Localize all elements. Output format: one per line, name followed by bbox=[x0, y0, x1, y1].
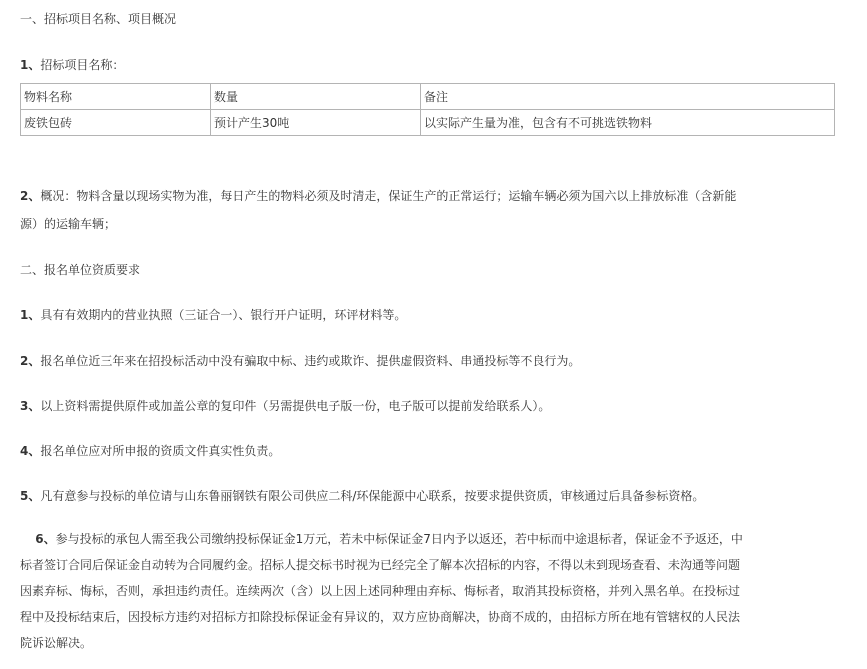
requirement-text: 具有有效期内的营业执照（三证合一）、银行开户证明，环评材料等。 bbox=[40, 308, 407, 322]
requirement-number: 4、 bbox=[20, 444, 41, 458]
requirement-item-5 bbox=[20, 488, 704, 504]
requirement-number: 1、 bbox=[20, 308, 41, 322]
table-header-row bbox=[21, 84, 835, 110]
material-table bbox=[20, 83, 835, 136]
overview-number: 2、 bbox=[20, 189, 41, 203]
requirement-item-1 bbox=[20, 307, 406, 323]
requirement-text: 以上资料需提供原件或加盖公章的复印件（另需提供电子版一份，电子版可以提前发给联系人）。 bbox=[40, 399, 551, 413]
deposit-line-2: 标者签订合同后保证金自动转为合同履约金。招标人提交标书时视为已经完全了解本次招标的内容，不得以未到现场查看、未沟通等问题 bbox=[20, 558, 741, 572]
deposit-line-3: 因素弃标、悔标，否则，承担违约责任。连续两次（含）以上因上述同种理由弃标、悔标者，取消其投标资格，并列入黑名单。在投标过 bbox=[20, 584, 741, 598]
requirement-item-4 bbox=[20, 443, 280, 459]
table-row bbox=[21, 110, 835, 136]
section-one-heading: 一、招标项目名称、项目概况 bbox=[20, 12, 177, 26]
table-cell: 预计产生30吨 bbox=[211, 110, 421, 136]
requirement-text: 报名单位应对所申报的资质文件真实性负责。 bbox=[40, 444, 281, 458]
requirement-number: 5、 bbox=[20, 489, 41, 503]
requirement-text: 凡有意参与投标的单位请与山东鲁丽钢铁有限公司供应二科/环保能源中心联系，按要求提供资质，审核通过后具备参标资格。 bbox=[40, 489, 705, 503]
section-two-heading: 二、报名单位资质要求 bbox=[20, 263, 141, 277]
deposit-line-4: 程中及投标结束后，因投标方违约对招标方扣除投标保证金有异议的，双方应协商解决，协商不成的，由招标方所在地有管辖权的人民法 bbox=[20, 610, 741, 624]
deposit-text: 参与投标的承包人需至我公司缴纳投标保证金1万元，若未中标保证金7日内予以返还，若中标而中途退标者，保证金不予返还，中 bbox=[55, 532, 743, 546]
requirement-item-3 bbox=[20, 398, 550, 414]
table-header-cell: 物料名称 bbox=[21, 84, 211, 110]
overview-line-2: 源）的运输车辆； bbox=[20, 217, 117, 231]
deposit-paragraph bbox=[20, 526, 743, 656]
overview-line-1 bbox=[20, 188, 736, 204]
deposit-line-1 bbox=[20, 526, 743, 552]
table-cell: 以实际产生量为准，包含有不可挑选铁物料 bbox=[421, 110, 835, 136]
table-header-cell: 备注 bbox=[421, 84, 835, 110]
requirement-text: 报名单位近三年来在招投标活动中没有骗取中标、违约或欺诈、提供虚假资料、串通投标等不良行为。 bbox=[40, 354, 581, 368]
item-name-label: 招标项目名称： bbox=[40, 58, 125, 72]
requirement-number: 3、 bbox=[20, 399, 41, 413]
deposit-line-5: 院诉讼解决。 bbox=[20, 636, 93, 650]
item-name-number: 1、 bbox=[20, 58, 41, 72]
requirement-number: 2、 bbox=[20, 354, 41, 368]
table-cell: 废铁包砖 bbox=[21, 110, 211, 136]
overview-text: 概况：物料含量以现场实物为准，每日产生的物料必须及时清走，保证生产的正常运行；运输车辆必须为国六以上排放标准（含新能 bbox=[40, 189, 737, 203]
table-header-cell: 数量 bbox=[211, 84, 421, 110]
requirement-item-2 bbox=[20, 353, 580, 369]
deposit-number: 6、 bbox=[35, 532, 56, 546]
item-name-line bbox=[20, 57, 124, 73]
